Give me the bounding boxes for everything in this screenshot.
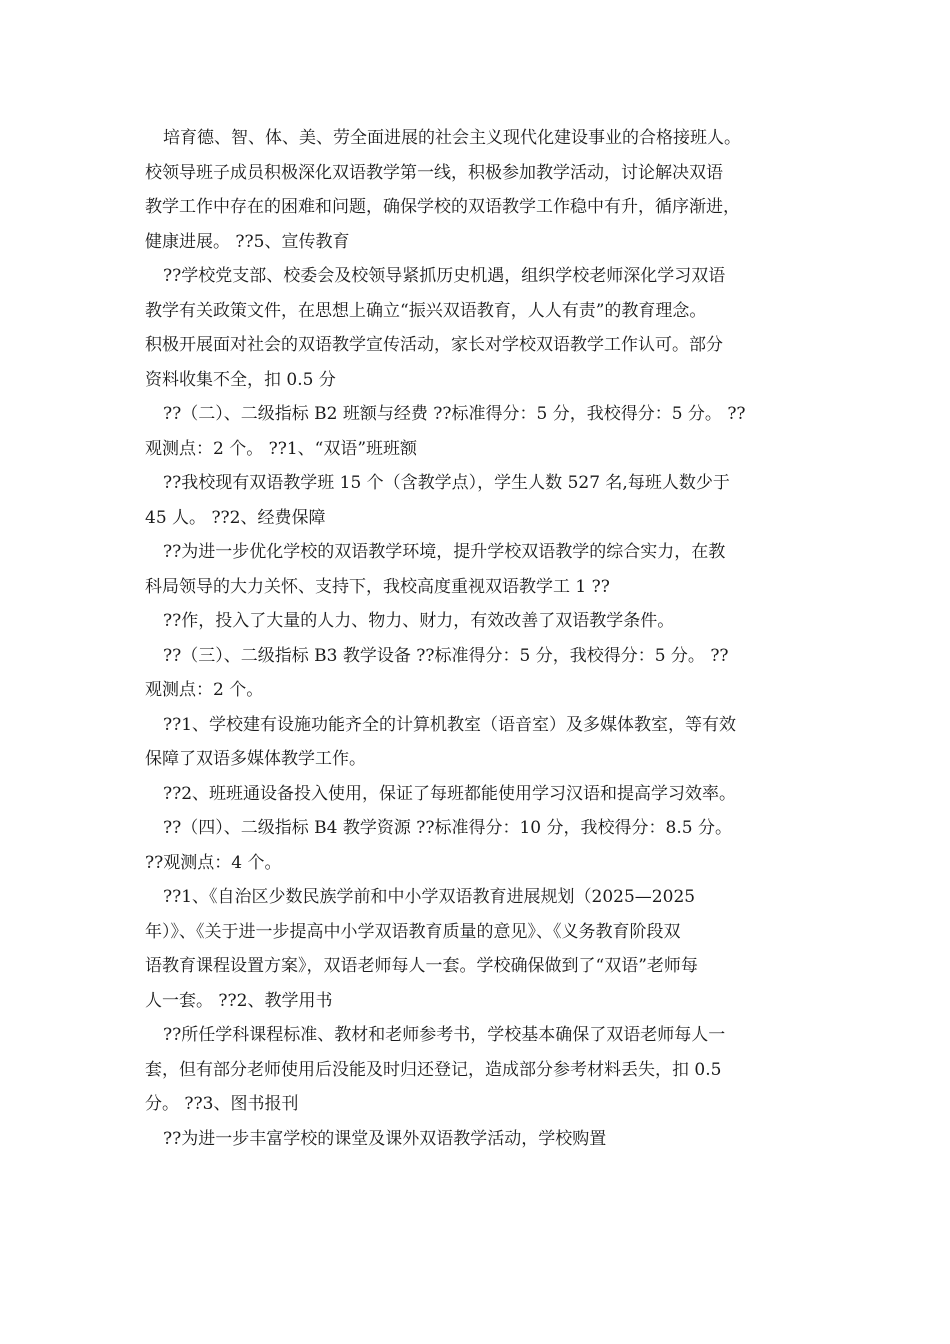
text-line: 45 人。 ??2、经费保障	[145, 507, 326, 528]
text-line: ??（三）、二级指标 B3 教学设备 ??标准得分：5 分，我校得分：5 分。 ??	[163, 645, 729, 666]
text-line: ??所任学科课程标准、教材和老师参考书，学校基本确保了双语老师每人一	[163, 1025, 726, 1045]
text-line: 年）》、《关于进一步提高中小学双语教育质量的意见》、《义务教育阶段双	[145, 921, 681, 942]
text-line: 语教育课程设置方案》，双语老师每人一套。学校确保做到了“双语”老师每	[145, 956, 698, 976]
text-line: 教学工作中存在的困难和问题，确保学校的双语教学工作稳中有升，循序渐进，	[145, 197, 740, 217]
text-line: 健康进展。 ??5、宣传教育	[145, 231, 350, 252]
text-line: ??为进一步优化学校的双语教学环境，提升学校双语教学的综合实力，在教	[163, 542, 726, 562]
text-line: ??（二）、二级指标 B2 班额与经费 ??标准得分：5 分，我校得分：5 分。 ??	[163, 404, 746, 424]
text-line: 校领导班子成员积极深化双语教学第一线，积极参加教学活动，讨论解决双语	[145, 162, 723, 183]
text-line: 观测点：2 个。 ??1、“双语”班班额	[145, 438, 418, 459]
text-line: ??2、班班通设备投入使用，保证了每班都能使用学习汉语和提高学习效率。	[163, 783, 737, 804]
text-line: 观测点：2 个。	[145, 680, 264, 700]
text-line: 教学有关政策文件，在思想上确立“振兴双语教育，人人有责”的教育理念。	[145, 300, 707, 321]
text-line: ??（四）、二级指标 B4 教学资源 ??标准得分：10 分，我校得分：8.5 分。	[163, 818, 732, 838]
text-line: ??我校现有双语教学班 15 个（含教学点），学生人数 527 名,每班人数少于	[163, 473, 730, 493]
text-line: 分。 ??3、图书报刊	[145, 1094, 299, 1114]
text-line: 人一套。 ??2、教学用书	[145, 990, 333, 1011]
text-line: ??学校党支部、校委会及校领导紧抓历史机遇，组织学校老师深化学习双语	[163, 266, 726, 286]
text-line: 科局领导的大力关怀、支持下，我校高度重视双语教学工 1 ??	[145, 576, 610, 597]
text-line: 积极开展面对社会的双语教学宣传活动，家长对学校双语教学工作认可。部分	[145, 335, 723, 355]
text-line: 保障了双语多媒体教学工作。	[145, 749, 366, 769]
text-line: ??1、学校建有设施功能齐全的计算机教室（语音室）及多媒体教室，等有效	[163, 714, 737, 735]
document-body	[145, 121, 815, 1156]
text-line: 套，但有部分老师使用后没能及时归还登记，造成部分参考材料丢失，扣 0.5	[145, 1059, 722, 1080]
text-line: ??为进一步丰富学校的课堂及课外双语教学活动，学校购置	[163, 1128, 607, 1149]
text-line: ??作，投入了大量的人力、物力、财力，有效改善了双语教学条件。	[163, 611, 675, 631]
text-line: ??1、《自治区少数民族学前和中小学双语教育进展规划（2025—2025	[163, 887, 696, 907]
text-line: ??观测点：4 个。	[145, 852, 282, 873]
text-line: 资料收集不全，扣 0.5 分	[145, 369, 336, 390]
text-line: 培育德、智、体、美、劳全面进展的社会主义现代化建设事业的合格接班人。	[163, 128, 741, 148]
